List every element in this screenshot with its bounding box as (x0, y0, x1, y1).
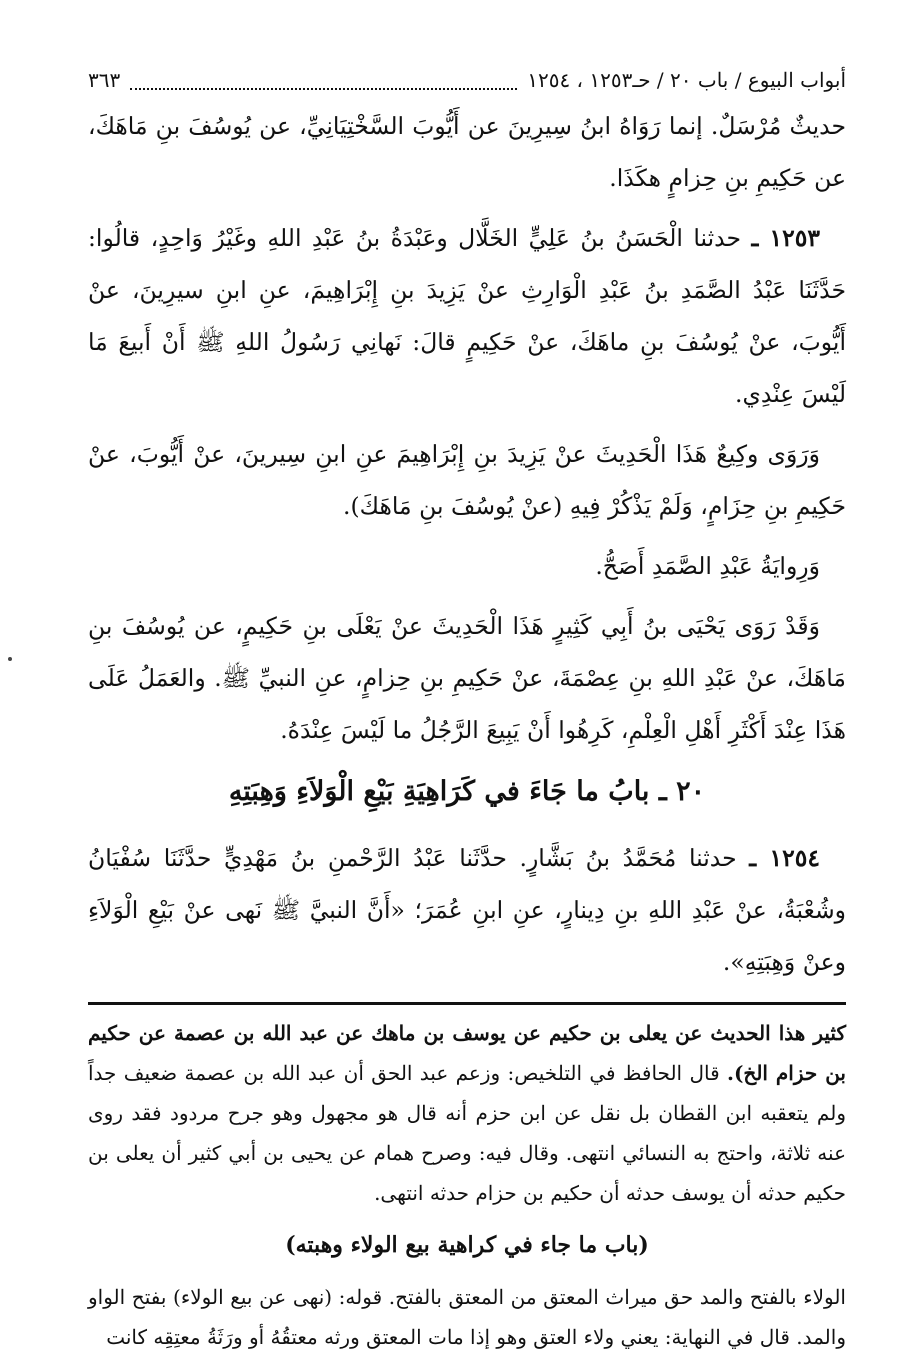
hadith-1253 (88, 212, 846, 420)
paragraph-riwaya: وَرِوايَةُ عَبْدِ الصَّمَدِ أَصَحُّ. (595, 552, 820, 580)
hadith-number: ١٢٥٣ ـ (751, 224, 820, 252)
hadith-text: حدثنا الْحَسَنُ بنُ عَلِيٍّ الخَلَّال وعَبْدَةُ بنُ عَبْدِ اللهِ وغَيْرُ وَاحِدٍ، قالُوا: حَدَّثَنَا عَبْدُ الصَّمَدِ بنُ عَبْدِ الْوَارِثِ عنْ يَزِيدَ بنِ إِبْرَاهِيمَ، عنِ ابنِ سيرِينَ، عنْ أَيُّوبَ، عنْ يُوسُفَ بنِ ماهَكَ، عنْ حَكِيمٍ قالَ: نَهانِي رَسُولُ اللهِ ﷺ أَنْ أَبيعَ مَا لَيْسَ عِنْدِي. (88, 224, 846, 408)
hadith-1254 (88, 832, 846, 988)
note-text: قال الحافظ في التلخيص: وزعم عبد الحق أن عبد الله بن عصمة ضعيف جداً ولم يتعقبه ابن القطان بل نقل عن ابن حزم أنه قال هو مجهول وهو جرح مردود فقد روى عنه ثلاثة، واحتج به النسائي انتهى. وقال فيه: وصرح همام عن يحيى بن أبي كثير أن يعلى بن حكيم حدثه أن يوسف حدثه أن حكيم بن حزام حدثه انتهى. (88, 1061, 846, 1205)
main-text (88, 100, 846, 988)
header-dot-leader (130, 88, 517, 90)
hadith-text: حدثنا مُحَمَّدُ بنُ بَشَّارٍ. حدَّثَنا عَبْدُ الرَّحْمنِ بنُ مَهْدِيٍّ حدَّثَنَا سُفْيَانُ وشُعْبَةُ، عنْ عَبْدِ اللهِ بنِ دِينارٍ، عنِ ابنِ عُمَرَ؛ «أَنَّ النبيَّ ﷺ نَهى عنْ بَيْعِ الْوَلاَءِ وعنْ وَهِبَتِهِ». (88, 844, 846, 976)
paragraph-mursal: حديثٌ مُرْسَلٌ. إنما رَوَاهُ ابنُ سِيرِينَ عن أَيُّوبَ السَّخْتِيَانِيِّ، عن يُوسُفَ بنِ مَاهَكَ، عن حَكِيمِ بنِ حِزامٍ هكَذَا. (88, 112, 846, 192)
paragraph-waki: وَرَوَى وكِيعٌ هَذَا الْحَدِيثَ عنْ يَزِيدَ بنِ إِبْرَاهِيمَ عنِ ابنِ سِيرينَ، عنْ أَيُّوبَ، عنْ حَكِيمِ بنِ حِزَامٍ، وَلَمْ يَذْكُرْ فِيهِ (عنْ يُوسُفَ بنِ مَاهَكَ). (88, 440, 846, 520)
chapter-heading: ٢٠ ـ بابُ ما جَاءَ في كَرَاهِيَةِ بَيْعِ الْوَلاَءِ وَهِبَتِهِ (228, 776, 706, 807)
commentary-notes (88, 1013, 846, 1357)
margin-speck (8, 657, 12, 661)
notes-chapter-heading: (باب ما جاء في كراهية بيع الولاء وهبته) (285, 1232, 649, 1258)
paragraph-yahya: وَقَدْ رَوَى يَحْيَى بنُ أَبِي كَثِيرٍ هَذَا الْحَدِيثَ عنْ يَعْلَى بنِ حَكِيمٍ، عن يُوسُفَ بنِ مَاهَكَ، عنْ عَبْدِ اللهِ بنِ عِصْمَةَ، عنْ حَكِيمِ بنِ حِزامٍ، عنِ النبيِّ ﷺ. والعَمَلُ عَلَى هَذَا عِنْدَ أَكْثَرِ أَهْلِ الْعِلْمِ، كَرِهُوا أَنْ يَبِيعَ الرَّجُلُ ما لَيْسَ عِنْدَهُ. (88, 612, 846, 744)
page-header (88, 60, 846, 100)
book-page (88, 60, 846, 1357)
hadith-number: ١٢٥٤ ـ (749, 844, 820, 872)
note-paragraph (88, 1013, 846, 1213)
footnote-divider (88, 1002, 846, 1005)
running-title: أبواب البيوع / باب ٢٠ / حـ١٢٥٣ ، ١٢٥٤ (527, 68, 846, 92)
note-quoted-text: كثير هذا الحديث عن يعلى بن حكيم عن يوسف بن ماهك عن عبد الله بن عصمة عن حكيم بن حزام الخ). (88, 1021, 846, 1085)
page-number: ٣٦٣ (88, 68, 121, 92)
note-paragraph: الولاء بالفتح والمد حق ميراث المعتق من المعتق بالفتح. قوله: (نهى عن بيع الولاء) بفتح الواو والمد. قال في النهاية: يعني ولاء العتق وهو إذا مات المعتق ورثه معتقُهُ أو ورَثَةُ معتِقِه كانت (88, 1285, 846, 1349)
